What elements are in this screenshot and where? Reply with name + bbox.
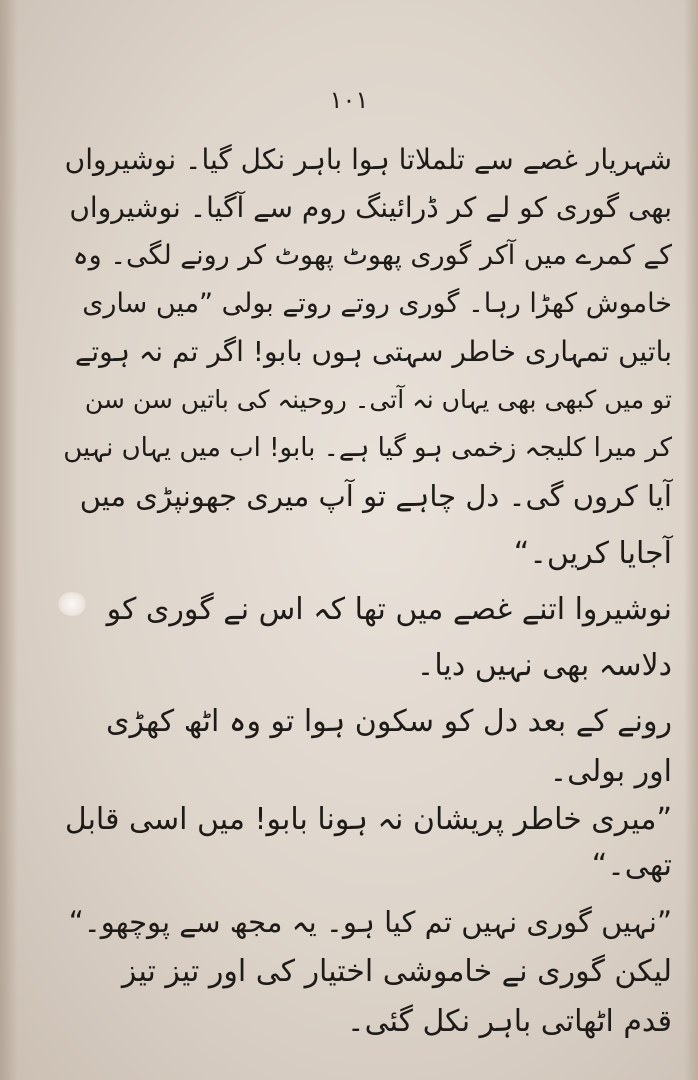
- text-line: آجایا کریں۔“: [513, 536, 672, 571]
- text-line: ”میری خاطر پریشان نہ ہونا بابو! میں اسی قابل: [64, 802, 672, 837]
- text-line: رونے کے بعد دل کو سکون ہوا تو وہ اٹھ کھڑی: [106, 704, 672, 739]
- text-line: کر میرا کلیجہ زخمی ہو گیا ہے۔ بابو! اب میں یہاں نہیں: [63, 433, 672, 463]
- text-line: خاموش کھڑا رہا۔ گوری روتے روتے بولی ”میں ساری: [82, 288, 672, 319]
- text-line: لیکن گوری نے خاموشی اختیار کی اور تیز تیز: [121, 954, 672, 989]
- text-line: تھی۔“: [591, 848, 672, 883]
- text-line: دلاسہ بھی نہیں دیا۔: [416, 648, 672, 683]
- text-line: شہریار غصے سے تلملاتا ہوا باہر نکل گیا۔ نوشیرواں: [64, 143, 672, 176]
- text-line: کے کمرے میں آکر گوری پھوٹ پھوٹ کر رونے لگی۔ وہ: [72, 240, 672, 271]
- text-line: ”نہیں گوری نہیں تم کیا ہو۔ یہ مجھ سے پوچھو۔“: [68, 905, 672, 939]
- text-line: قدم اٹھاتی باہر نکل گئی۔: [347, 1004, 672, 1039]
- text-line: نوشیروا اتنے غصے میں تھا کہ اس نے گوری کو: [106, 592, 672, 627]
- text-line: اور بولی۔: [549, 754, 672, 789]
- text-line: بھی گوری کو لے کر ڈرائینگ روم سے آگیا۔ نوشیرواں: [69, 191, 672, 224]
- page-edge-shadow-left: [0, 0, 18, 1080]
- text-line: تو میں کبھی بھی یہاں نہ آتی۔ روحینہ کی باتیں سن سن: [84, 385, 672, 414]
- paper-light-spot: [58, 592, 86, 616]
- text-line: آیا کروں گی۔ دل چاہے تو آپ میری جھونپڑی میں: [79, 479, 672, 513]
- text-line: باتیں تمہاری خاطر سہتی ہوں بابو! اگر تم نہ ہوتے: [74, 335, 672, 368]
- page-number: ۱۰۱: [329, 86, 369, 114]
- page-edge-shadow-right: [684, 0, 698, 1080]
